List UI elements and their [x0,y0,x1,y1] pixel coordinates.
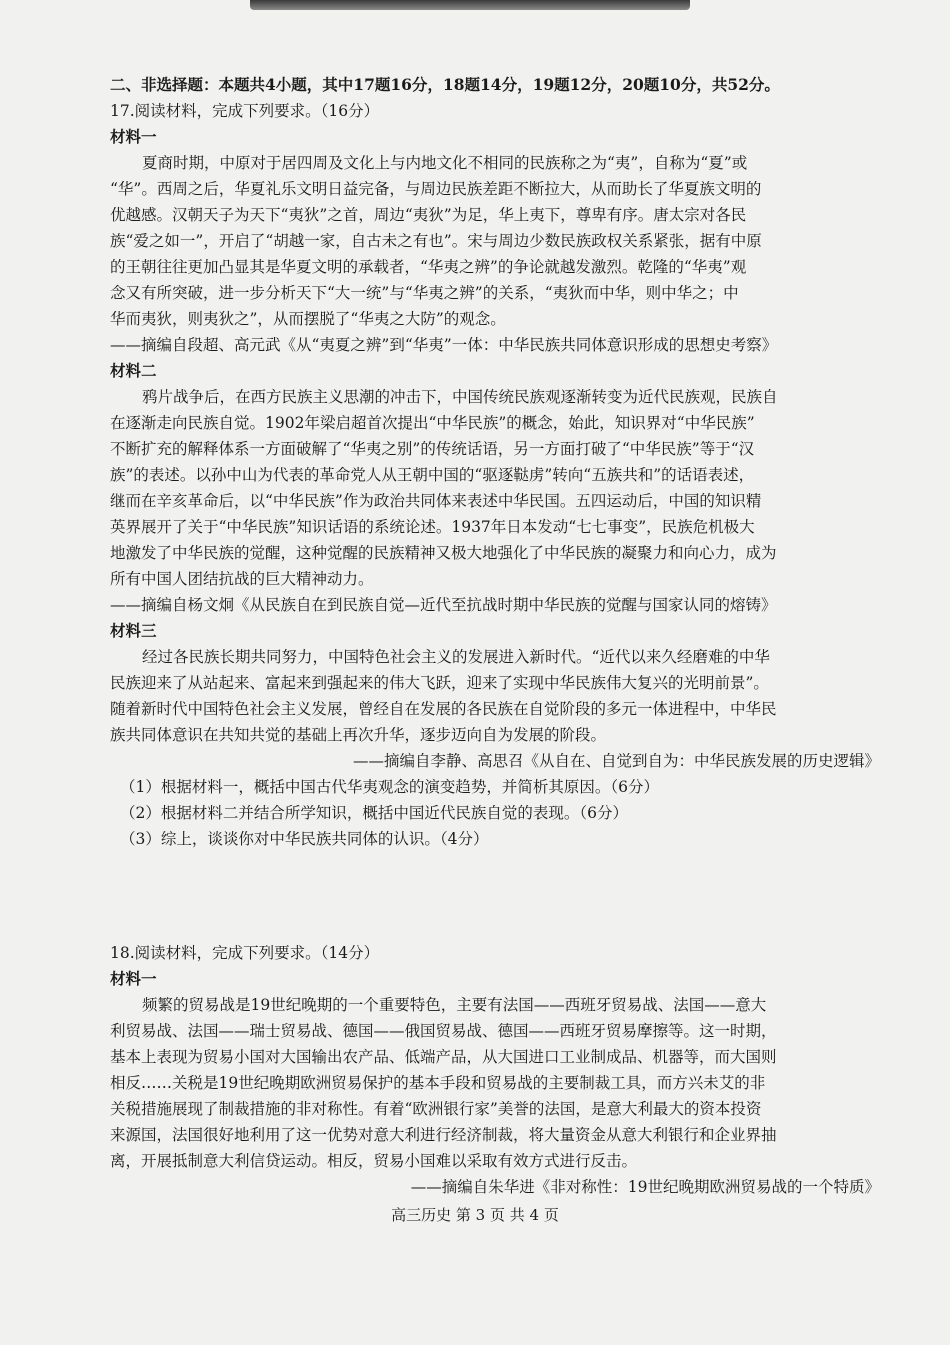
section-header: 二、非选择题：本题共4小题，其中17题16分，18题14分，19题12分，20题10分，共52分。 [110,75,780,94]
q18-m1-line: 频繁的贸易战是19世纪晚期的一个重要特色，主要有法国——西班牙贸易战、法国——意大 [142,996,767,1014]
page-footer: 高三历史 第 3 页 共 4 页 [391,1206,559,1224]
q17-m2-line: 在逐渐走向民族自觉。1902年梁启超首次提出“中华民族”的概念，始此，知识界对“中华民族” [110,414,755,432]
q17-m1-line: 夏商时期，中原对于居四周及文化上与内地文化不相同的民族称之为“夷”，自称为“夏”或 [142,154,748,172]
q18-m1-line: 利贸易战、法国——瑞士贸易战、德国——俄国贸易战、德国——西班牙贸易摩擦等。这一时期， [110,1022,777,1040]
q17-material-3-label: 材料三 [110,621,157,640]
q17-m2-line: 继而在辛亥革命后，以“中华民族”作为政治共同体来表述中华民国。五四运动后，中国的知识精 [110,492,762,510]
q17-m1-line: 的王朝往往更加凸显其是华夏文明的承载者，“华夷之辨”的争论就越发激烈。乾隆的“华夷”观 [110,258,747,276]
q17-m3-line: 随着新时代中国特色社会主义发展，曾经自在发展的各民族在自觉阶段的多元一体进程中，中华民 [110,700,777,718]
q17-m2-line: 族”的表述。以孙中山为代表的革命党人从王朝中国的“驱逐鞑虏”转向“五族共和”的话语表述， [110,466,755,484]
q17-m3-source: ——摘编自李静、高思召《从自在、自觉到自为：中华民族发展的历史逻辑》 [352,752,880,770]
q17-m1-source: ——摘编自段超、高元武《从“夷夏之辨”到“华夷”一体：中华民族共同体意识形成的思想史考察》 [110,336,778,354]
q18-m1-line: 相反……关税是19世纪晚期欧洲贸易保护的基本手段和贸易战的主要制裁工具，而方兴未艾的非 [110,1074,766,1092]
q18-m1-line: 基本上表现为贸易小国对大国输出农产品、低端产品，从大国进口工业制成品、机器等，而大国则 [110,1048,777,1066]
q17-question-2: （2）根据材料二并结合所学知识，概括中国近代民族自觉的表现。（6分） [120,804,628,822]
q17-m2-line: 不断扩充的解释体系一方面破解了“华夷之别”的传统话语，另一方面打破了“中华民族”等于“汉 [110,440,755,458]
q17-m3-line: 族共同体意识在共知共觉的基础上再次升华，逐步迈向自为发展的阶段。 [110,726,607,744]
q17-m1-line: 优越感。汉朝天子为天下“夷狄”之首，周边“夷狄”为足，华上夷下，尊卑有序。唐太宗对各民 [110,206,747,224]
q18-material-1-label: 材料一 [110,969,157,988]
q17-question-3: （3）综上，谈谈你对中华民族共同体的认识。（4分） [120,830,489,848]
q18-m1-line: 离，开展抵制意大利信贷运动。相反，贸易小国难以采取有效方式进行反击。 [110,1152,638,1170]
q17-m2-line: 鸦片战争后，在西方民族主义思潮的冲击下，中国传统民族观逐渐转变为近代民族观，民族自 [142,388,778,406]
q17-m2-source: ——摘编自杨文炯《从民族自在到民族自觉—近代至抗战时期中华民族的觉醒与国家认同的熔铸》 [110,596,777,614]
q17-m1-line: 族“爱之如一”，开启了“胡越一家，自古未之有也”。宋与周边少数民族政权关系紧张，据有中原 [110,232,762,250]
q17-m2-line: 英界展开了关于“中华民族”知识话语的系统论述。1937年日本发动“七七事变”，民族危机极大 [110,518,755,536]
q17-m1-line: 念又有所突破，进一步分析天下“大一统”与“华夷之辨”的关系，“夷狄而中华，则中华之；中 [110,284,739,302]
q17-m3-line: 民族迎来了从站起来、富起来到强起来的伟大飞跃，迎来了实现中华民族伟大复兴的光明前景”。 [110,674,769,692]
q17-material-2-label: 材料二 [110,361,157,380]
q17-title: 17.阅读材料，完成下列要求。（16分） [110,102,380,120]
q17-m1-line: 华而夷狄，则夷狄之”，从而摆脱了“华夷之大防”的观念。 [110,310,506,328]
q18-m1-source: ——摘编自朱华进《非对称性：19世纪晚期欧洲贸易战的一个特质》 [410,1178,880,1196]
q17-material-1-label: 材料一 [110,127,157,146]
q18-m1-line: 关税措施展现了制裁措施的非对称性。有着“欧洲银行家”美誉的法国，是意大利最大的资本投资 [110,1100,762,1118]
q17-m3-line: 经过各民族长期共同努力，中国特色社会主义的发展进入新时代。“近代以来久经磨难的中华 [142,648,770,666]
q17-m2-line: 地激发了中华民族的觉醒，这种觉醒的民族精神又极大地强化了中华民族的凝聚力和向心力，成为 [110,544,777,562]
q17-m2-line: 所有中国人团结抗战的巨大精神动力。 [110,570,374,588]
q18-m1-line: 来源国，法国很好地利用了这一优势对意大利进行经济制裁，将大量资金从意大利银行和企业界抽 [110,1126,777,1144]
q17-m1-line: “华”。西周之后，华夏礼乐文明日益完备，与周边民族差距不断拉大，从而助长了华夏族文明的 [110,180,762,198]
q18-title: 18.阅读材料，完成下列要求。（14分） [110,944,380,962]
q17-question-1: （1）根据材料一，概括中国古代华夷观念的演变趋势，并简析其原因。（6分） [120,778,659,796]
